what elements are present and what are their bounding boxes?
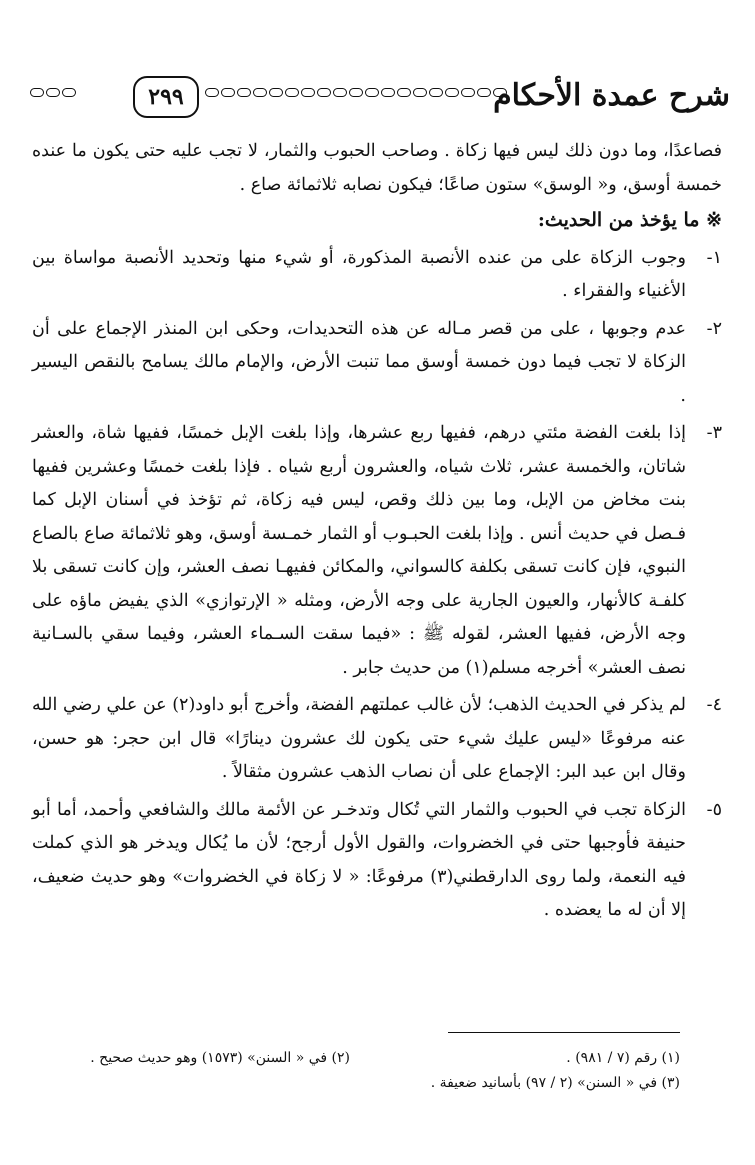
item-number: ٤- xyxy=(706,695,722,715)
item-number: ٣- xyxy=(706,423,722,443)
header-ornament xyxy=(205,88,509,100)
footnote-row xyxy=(40,1071,680,1096)
footnote-3: (٣) في « السنن» (٢ / ٩٧) بأسانيد ضعيفة . xyxy=(430,1075,680,1091)
header-ornament-left xyxy=(30,88,78,100)
footnotes xyxy=(40,1046,680,1096)
section-heading: ※ ما يؤخذ من الحديث: xyxy=(537,209,722,231)
footnote-row xyxy=(40,1046,680,1071)
item-text: الزكاة تجب في الحبوب والثمار التي تُكال وتدخـر عن الأئمة مالك والشافعي وأحمد، أما أبو حنيفة فأوجبها حتى في الخضروات، والقول الأول أرجح؛ لأن ما يُكال ويدخر هو الذي كملت فيه النعمة، ولما روى الدارقطني(٣) مرفوعًا: « لا زكاة في الخضروات» وهو حديث ضعيف، إلا أن له ما يعضده . xyxy=(32,799,686,920)
item-number: ١- xyxy=(706,247,722,268)
footnote-divider xyxy=(448,1032,680,1033)
item-number: ٢- xyxy=(706,318,722,339)
item-text: إذا بلغت الفضة مئتي درهم، ففيها ربع عشرها، وإذا بلغت الإبل خمسًا، ففيها شاة، والعشر شاتان، والخمسة عشر، ثلاث شياه، والعشرون أربع شياه . فإذا بلغت خمسًا وعشرين ففيها بنت مخاض من الإبل، وما بين ذلك وقص، ليس فيه زكاة، ثم تؤخذ في أسنان الإبل كما فـصل في حديث أنس . وإذا بلغت الحبـوب أو الثمار خمـسة أوسق، وهو ثلاثمائة صاع بالصاع النبوي، فإن كانت تسقى بكلفة كالسواني، والمكائن ففيهـا نصف العشر، وإن كانت تسقى بلا كلفـة كالأنهار، والعيون الجارية على وجه الأرض، ومثله « الإرتوازي» الذي يفيض ماؤه على وجه الأرض، ففيها العشر، لقوله ﷺ : «فيما سقت السـماء العشر، وفيما سقي بالسـانية نصف العشر» أخرجه مسلم(١) من حديث جابر . xyxy=(32,423,686,678)
list-item xyxy=(32,794,722,928)
footnote-1: (١) رقم (٧ / ٩٨١) . xyxy=(566,1050,680,1066)
item-text: عدم وجوبها ، على من قصر مـاله عن هذه التحديدات، وحكى ابن المنذر الإجماع على أن الزكاة لا تجب فيما دون خمسة أوسق مما تنبت الأرض، والإمام مالك يسامح بالنقص اليسير . xyxy=(32,318,686,406)
book-title: شرح عمدة الأحكام xyxy=(493,78,730,113)
page-body xyxy=(32,135,722,928)
item-text: لم يذكر في الحديث الذهب؛ لأن غالب عملتهم الفضة، وأخرج أبو داود(٢) عن علي رضي الله عنه مرفوعًا «ليس عليك شيء حتى يكون لك عشرون دينارًا» قال ابن حجر: هو حسن، وقال ابن عبد البر: الإجماع على أن نصاب الذهب عشرون مثقالاً . xyxy=(32,695,687,782)
list-item xyxy=(32,689,722,790)
list-item xyxy=(32,313,722,414)
item-number: ٥- xyxy=(706,799,722,820)
footnote-2: (٢) في « السنن» (١٥٧٣) وهو حديث صحيح . xyxy=(90,1050,350,1066)
list-item xyxy=(32,242,722,309)
intro-paragraph: فصاعدًا، وما دون ذلك ليس فيها زكاة . وصاحب الحبوب والثمار، لا تجب عليه حتى يكون ما عنده خمسة أوسق، و« الوسق» ستون صاعًا؛ فيكون نصابه ثلاثمائة صاع . xyxy=(32,141,722,195)
list-item xyxy=(32,417,722,685)
item-text: وجوب الزكاة على من عنده الأنصبة المذكورة، أو شيء منها وتحديد الأنصبة مواساة بين الأغنياء والفقراء . xyxy=(32,247,686,301)
page-number: ٢٩٩ xyxy=(133,76,199,118)
page-header xyxy=(30,76,730,120)
